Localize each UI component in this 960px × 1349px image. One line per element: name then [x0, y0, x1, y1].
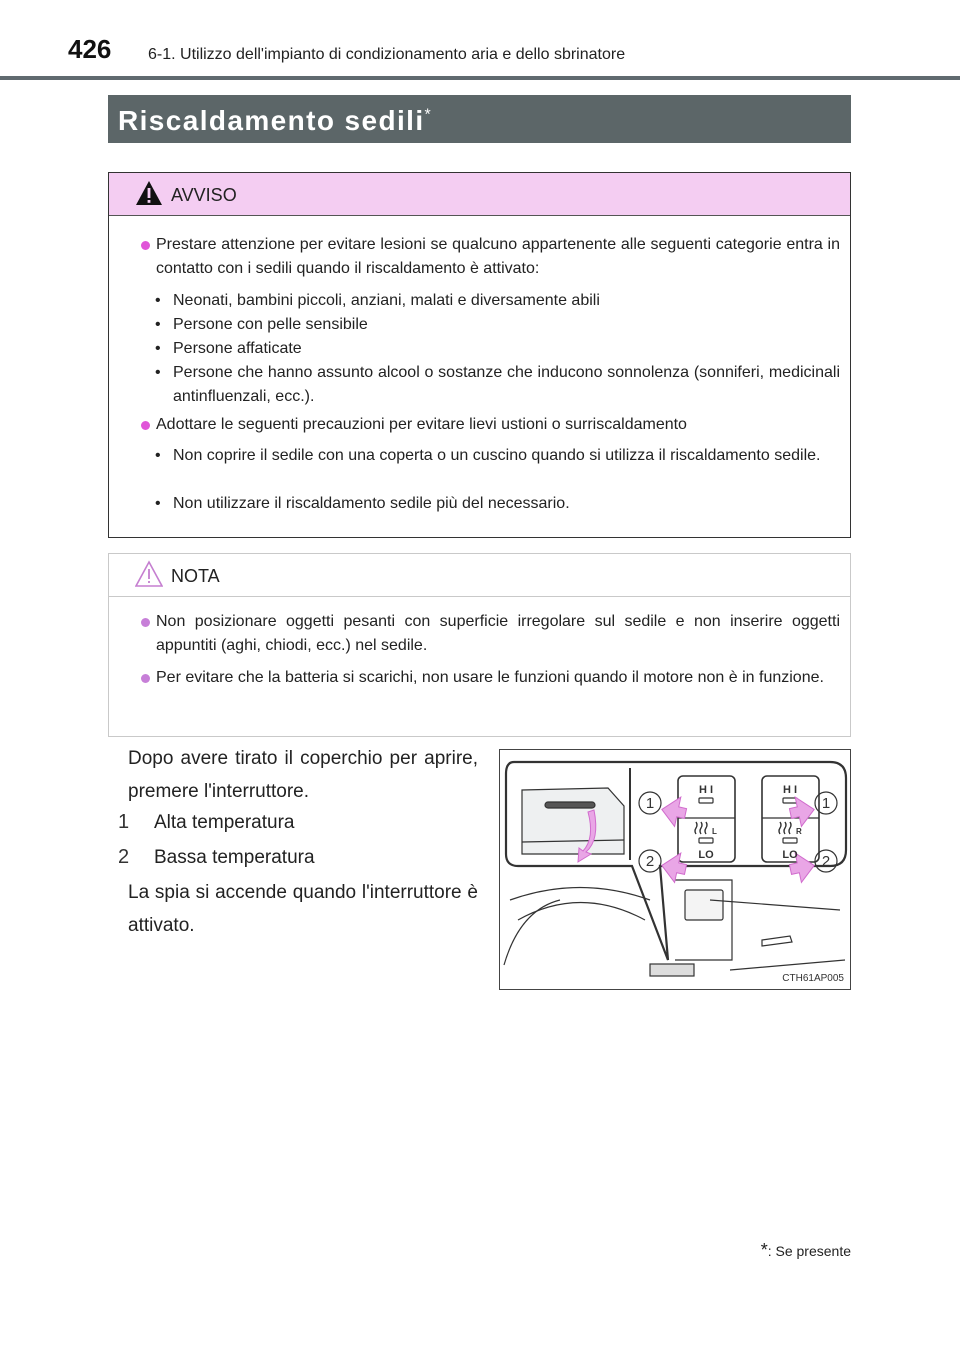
page-number: 426: [68, 34, 112, 64]
section-title: [118, 105, 432, 137]
bullet-dot-icon: [141, 674, 150, 683]
callout-1-left: 1: [645, 795, 655, 812]
chapter-title: 6-1. Utilizzo dell'impianto di condizionamento aria e dello sbrinatore: [148, 46, 626, 63]
warning-sub-item: • Persone che hanno assunto alcool o sostanze che inducono sonnolenza (sonniferi, medicinali antinfluenzali, ecc.).: [155, 364, 840, 405]
warning-triangle-icon: [135, 179, 163, 207]
switch-hi-label-right: H I: [782, 784, 798, 796]
outro-paragraph: La spia si accende quando l'interruttore è attivato.: [128, 882, 478, 936]
section-title-bar: [108, 95, 851, 143]
warning-sub-item: • Persone con pelle sensibile: [155, 316, 368, 333]
figure-code: CTH61AP005: [782, 973, 844, 984]
bullet-dot-icon: [141, 421, 150, 430]
warning-box: [108, 172, 851, 538]
callout-1-right: 1: [821, 795, 831, 812]
callout-2-left: 2: [645, 853, 655, 870]
note-header: [109, 554, 850, 597]
warning-bullet-text: Prestare attenzione per evitare lesioni se qualcuno appartenente alle seguenti categorie entra in contatto con i sedili quando il riscaldamento è attivato:: [156, 236, 840, 277]
warning-bullet-1: [138, 233, 840, 281]
caution-triangle-icon: [135, 560, 163, 588]
note-box: [108, 553, 851, 737]
footnote-text: : Se presente: [767, 1243, 851, 1259]
seat-heater-illustration: [499, 749, 851, 990]
note-bullet-1: [138, 610, 840, 658]
header-rule: [0, 76, 960, 80]
switch-hi-label-left: H I: [698, 784, 714, 796]
footnote: [761, 1240, 851, 1261]
item-label: Bassa temperatura: [154, 847, 315, 868]
warning-title: AVVISO: [171, 185, 237, 205]
numbered-item-1: [118, 811, 294, 834]
warning-sub-item: • Non utilizzare il riscaldamento sedile più del necessario.: [155, 495, 570, 512]
item-number: 2: [118, 846, 130, 868]
note-bullet-text: Non posizionare oggetti pesanti con superficie irregolare sul sedile e non inserire oggetti appuntiti (aghi, chiodi, ecc.) nel sedile.: [156, 613, 840, 654]
switch-lo-label-left: LO: [698, 849, 714, 861]
section-title-text: Riscaldamento sedili: [118, 105, 425, 136]
note-bullet-text: Per evitare che la batteria si scarichi, non usare le funzioni quando il motore non è in funzione.: [156, 669, 824, 686]
item-number: 1: [118, 811, 130, 833]
note-bullet-2: [138, 666, 840, 690]
availability-star: *: [424, 106, 433, 124]
switch-lo-label-right: LO: [782, 849, 798, 861]
numbered-item-2: [118, 846, 315, 869]
bullet-dot-icon: [141, 618, 150, 627]
note-title: NOTA: [171, 566, 220, 586]
seat-left-letter: L: [712, 827, 717, 836]
intro-paragraph: Dopo avere tirato il coperchio per aprire, premere l'interruttore.: [128, 748, 478, 802]
warning-sub-item: • Neonati, bambini piccoli, anziani, malati e diversamente abili: [155, 292, 600, 309]
item-label: Alta temperatura: [154, 812, 295, 833]
warning-header: [109, 173, 850, 216]
dashboard-drawing: [500, 750, 850, 989]
warning-sub-item: • Non coprire il sedile con una coperta o un cuscino quando si utilizza il riscaldamento sedile.: [155, 447, 821, 464]
warning-bullet-2: [138, 413, 840, 437]
warning-sub-item: • Persone affaticate: [155, 340, 302, 357]
callout-2-right: 2: [821, 853, 831, 870]
bullet-dot-icon: [141, 241, 150, 250]
warning-bullet-text: Adottare le seguenti precauzioni per evitare lievi ustioni o surriscaldamento: [156, 416, 687, 433]
seat-right-letter: R: [796, 827, 802, 836]
footnote-star: *: [760, 1240, 768, 1260]
